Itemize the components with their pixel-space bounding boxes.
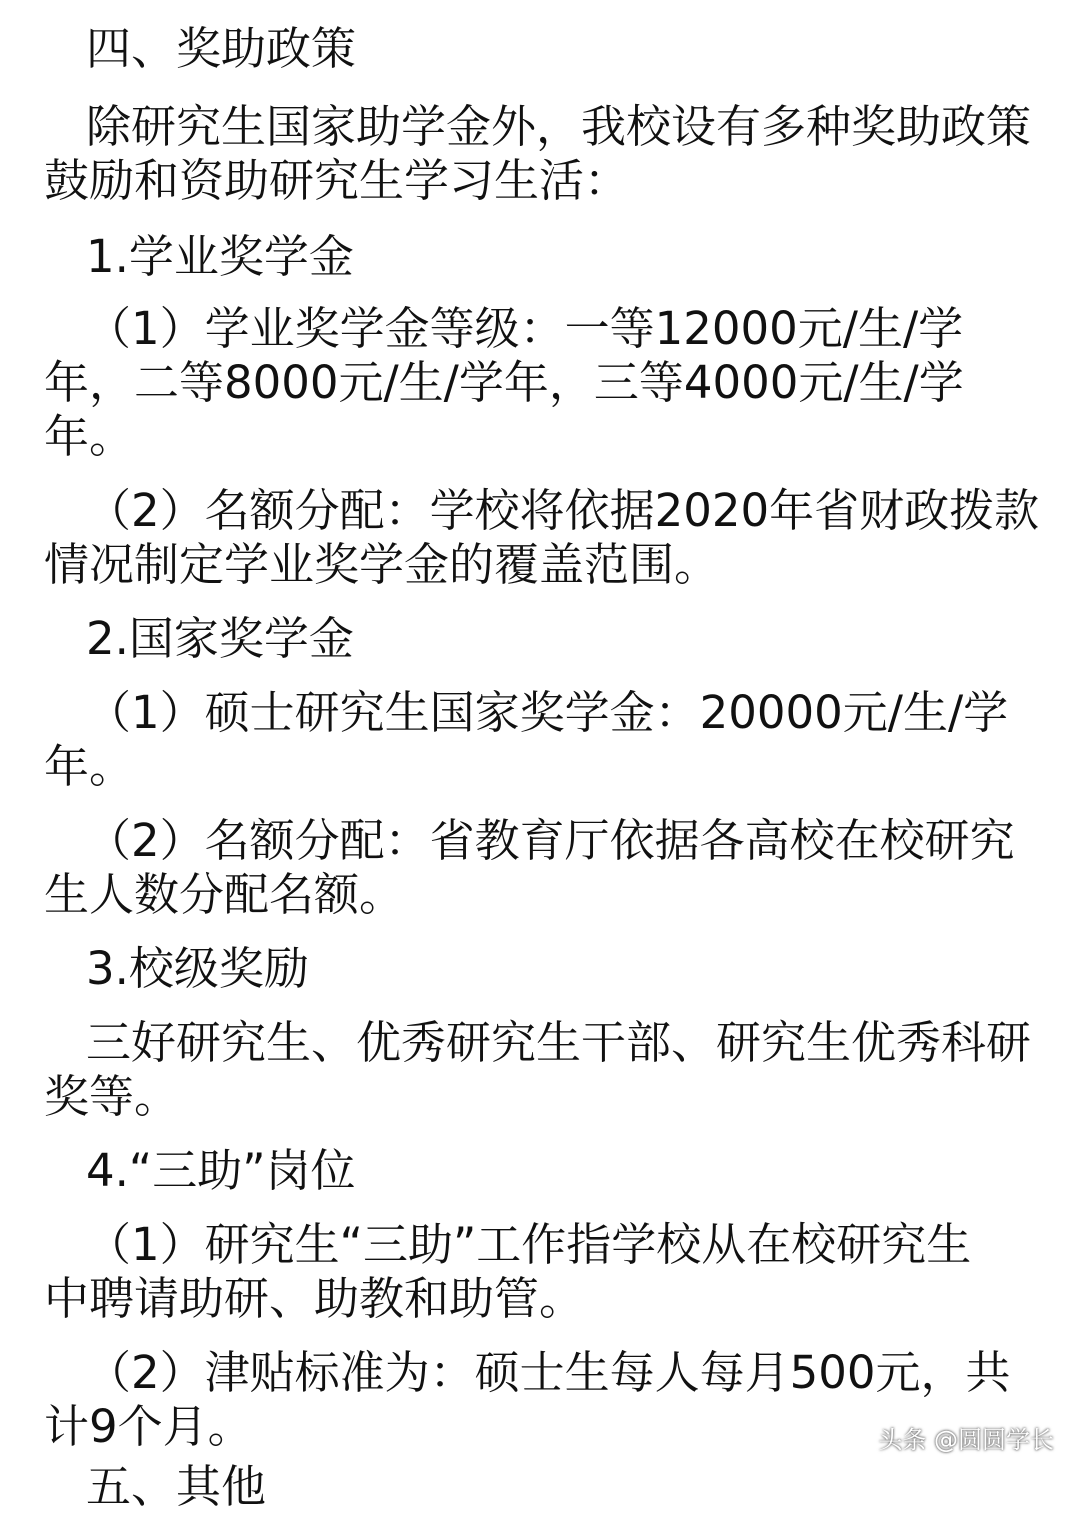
paragraph-line: （1）研究生“三助”工作指学校从在校研究生 xyxy=(86,1218,972,1271)
paragraph-line: 奖等。 xyxy=(44,1070,180,1123)
paragraph-line: 中聘请助研、助教和助管。 xyxy=(44,1272,585,1325)
paragraph-line: 年，二等8000元/生/学年，三等4000元/生/学 xyxy=(44,356,964,409)
paragraph-line: 除研究生国家助学金外，我校设有多种奖助政策 xyxy=(86,100,1032,153)
paragraph-line: （2）名额分配：学校将依据2020年省财政拨款 xyxy=(86,484,1040,537)
subheading: 3.校级奖励 xyxy=(86,942,309,995)
paragraph-line: （1）学业奖学金等级：一等12000元/生/学 xyxy=(86,302,964,355)
paragraph-line: 鼓励和资助研究生学习生活： xyxy=(44,154,630,207)
cutoff-heading-text: 五、其他 xyxy=(86,1460,267,1513)
subheading: 2.国家奖学金 xyxy=(86,612,354,665)
section-heading: 四、奖助政策 xyxy=(86,22,357,75)
paragraph-line: 计9个月。 xyxy=(44,1400,253,1453)
paragraph-line: （2）名额分配：省教育厅依据各高校在校研究 xyxy=(86,814,1015,867)
paragraph-line: 生人数分配名额。 xyxy=(44,868,405,921)
paragraph-line: （1）硕士研究生国家奖学金：20000元/生/学 xyxy=(86,686,1009,739)
cutoff-heading xyxy=(86,1460,267,1513)
paragraph-line: （2）津贴标准为：硕士生每人每月500元，共 xyxy=(86,1346,1011,1399)
subheading: 4.“三助”岗位 xyxy=(86,1144,356,1197)
paragraph-line: 三好研究生、优秀研究生干部、研究生优秀科研 xyxy=(86,1016,1032,1069)
paragraph-line: 情况制定学业奖学金的覆盖范围。 xyxy=(44,538,720,591)
subheading: 1.学业奖学金 xyxy=(86,230,354,283)
paragraph-line: 年。 xyxy=(44,410,135,463)
watermark: 头条 @圆圆学长 xyxy=(878,1426,1054,1454)
paragraph-line: 年。 xyxy=(44,740,135,793)
